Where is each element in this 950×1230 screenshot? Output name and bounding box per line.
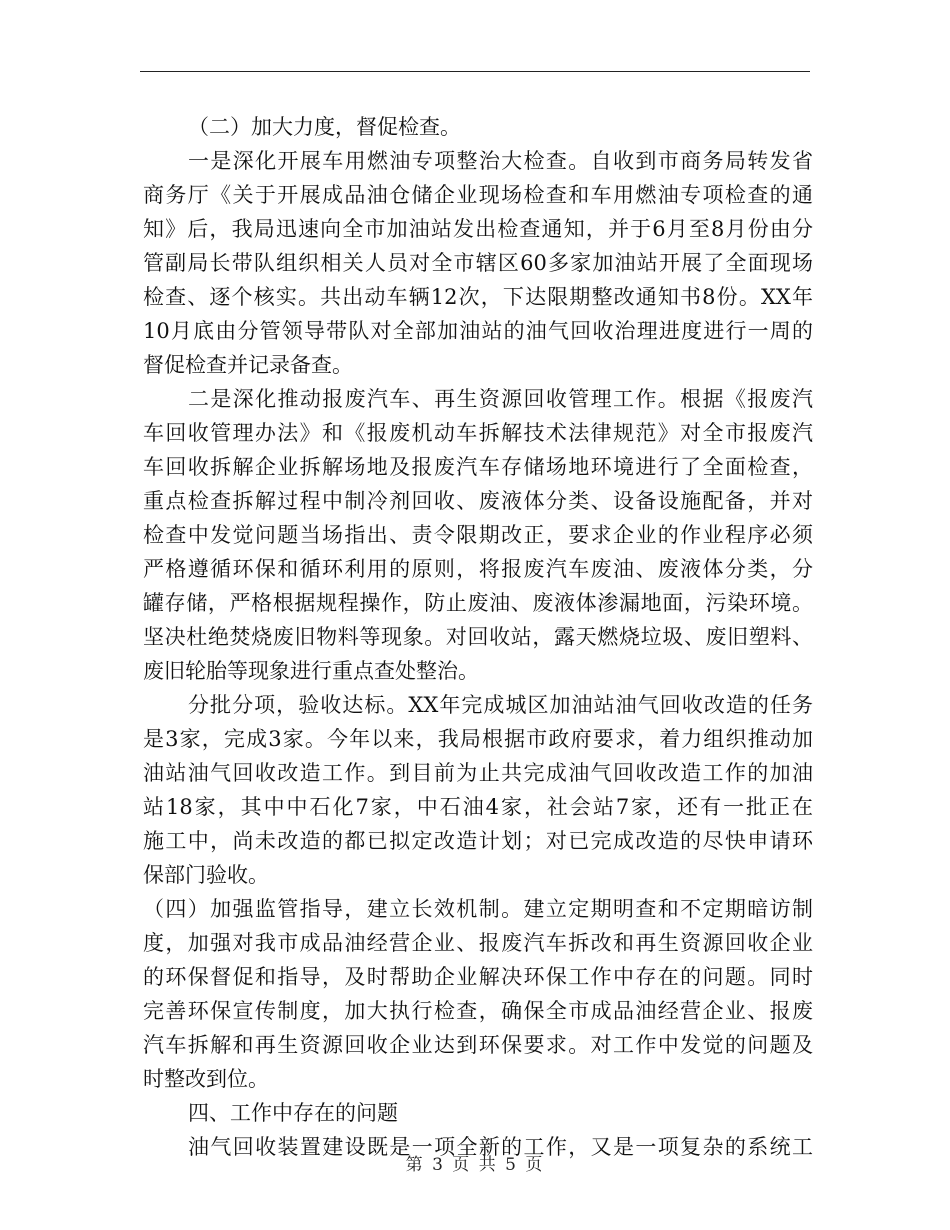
text-line: 重点检查拆解过程中制冷剂回收、废液体分类、设备设施配备，并对 (143, 489, 813, 513)
text-line: 施工中，尚未改造的都已拟定改造计划；对已完成改造的尽快申请环 (143, 829, 813, 853)
text-line: 保部门验收。 (143, 863, 269, 887)
text-line: 管副局长带队组织相关人员对全市辖区60多家加油站开展了全面现场 (143, 251, 813, 275)
text-line: 车回收拆解企业拆解场地及报废汽车存储场地环境进行了全面检查， (143, 455, 813, 479)
text-line: （四）加强监管指导，建立长效机制。建立定期明查和不定期暗访制 (143, 897, 813, 921)
text-line: 一是深化开展车用燃油专项整治大检查。自收到市商务局转发省 (188, 149, 813, 173)
text-line: 的环保督促和指导，及时帮助企业解决环保工作中存在的问题。同时 (143, 965, 813, 989)
text-line: 油站油气回收改造工作。到目前为止共完成油气回收改造工作的加油 (143, 761, 813, 785)
text-line: 废旧轮胎等现象进行重点查处整治。 (143, 659, 479, 683)
text-line: 二是深化推动报废汽车、再生资源回收管理工作。根据《报废汽 (188, 387, 813, 411)
text-line: 分批分项，验收达标。XX年完成城区加油站油气回收改造的任务 (188, 693, 813, 717)
text-line: 度，加强对我市成品油经营企业、报废汽车拆改和再生资源回收企业 (143, 931, 813, 955)
text-line: 站18家，其中中石化7家，中石油4家，社会站7家，还有一批正在 (143, 795, 813, 819)
text-line: 督促检查并记录备查。 (143, 353, 353, 377)
text-line: 汽车拆解和再生资源回收企业达到环保要求。对工作中发觉的问题及 (143, 1033, 813, 1057)
document-body (143, 110, 813, 1164)
text-line: 检查、逐个核实。共出动车辆12次，下达限期整改通知书8份。XX年 (143, 285, 813, 309)
text-line: （二）加大力度，督促检查。 (188, 115, 461, 139)
text-line: 知》后，我局迅速向全市加油站发出检查通知，并于6月至8月份由分 (143, 217, 813, 241)
text-line: 四、工作中存在的问题 (188, 1101, 398, 1125)
header-rule (140, 71, 810, 72)
text-line: 商务厅《关于开展成品油仓储企业现场检查和车用燃油专项检查的通 (143, 183, 813, 207)
text-line: 油气回收装置建设既是一项全新的工作，又是一项复杂的系统工 (188, 1135, 813, 1159)
text-line: 检查中发觉问题当场指出、责令限期改正，要求企业的作业程序必须 (143, 523, 813, 547)
text-line: 时整改到位。 (143, 1067, 269, 1091)
text-line: 车回收管理办法》和《报废机动车拆解技术法律规范》对全市报废汽 (143, 421, 813, 445)
text-line: 是3家，完成3家。今年以来，我局根据市政府要求，着力组织推动加 (143, 727, 813, 751)
text-line: 10月底由分管领导带队对全部加油站的油气回收治理进度进行一周的 (143, 319, 813, 343)
text-line: 完善环保宣传制度，加大执行检查，确保全市成品油经营企业、报废 (143, 999, 813, 1023)
page-footer: 第 3 页 共 5 页 (405, 1155, 545, 1175)
text-line: 坚决杜绝焚烧废旧物料等现象。对回收站，露天燃烧垃圾、废旧塑料、 (143, 625, 813, 649)
text-line: 罐存储，严格根据规程操作，防止废油、废液体渗漏地面，污染环境。 (143, 591, 813, 615)
text-line: 严格遵循环保和循环利用的原则，将报废汽车废油、废液体分类，分 (143, 557, 813, 581)
